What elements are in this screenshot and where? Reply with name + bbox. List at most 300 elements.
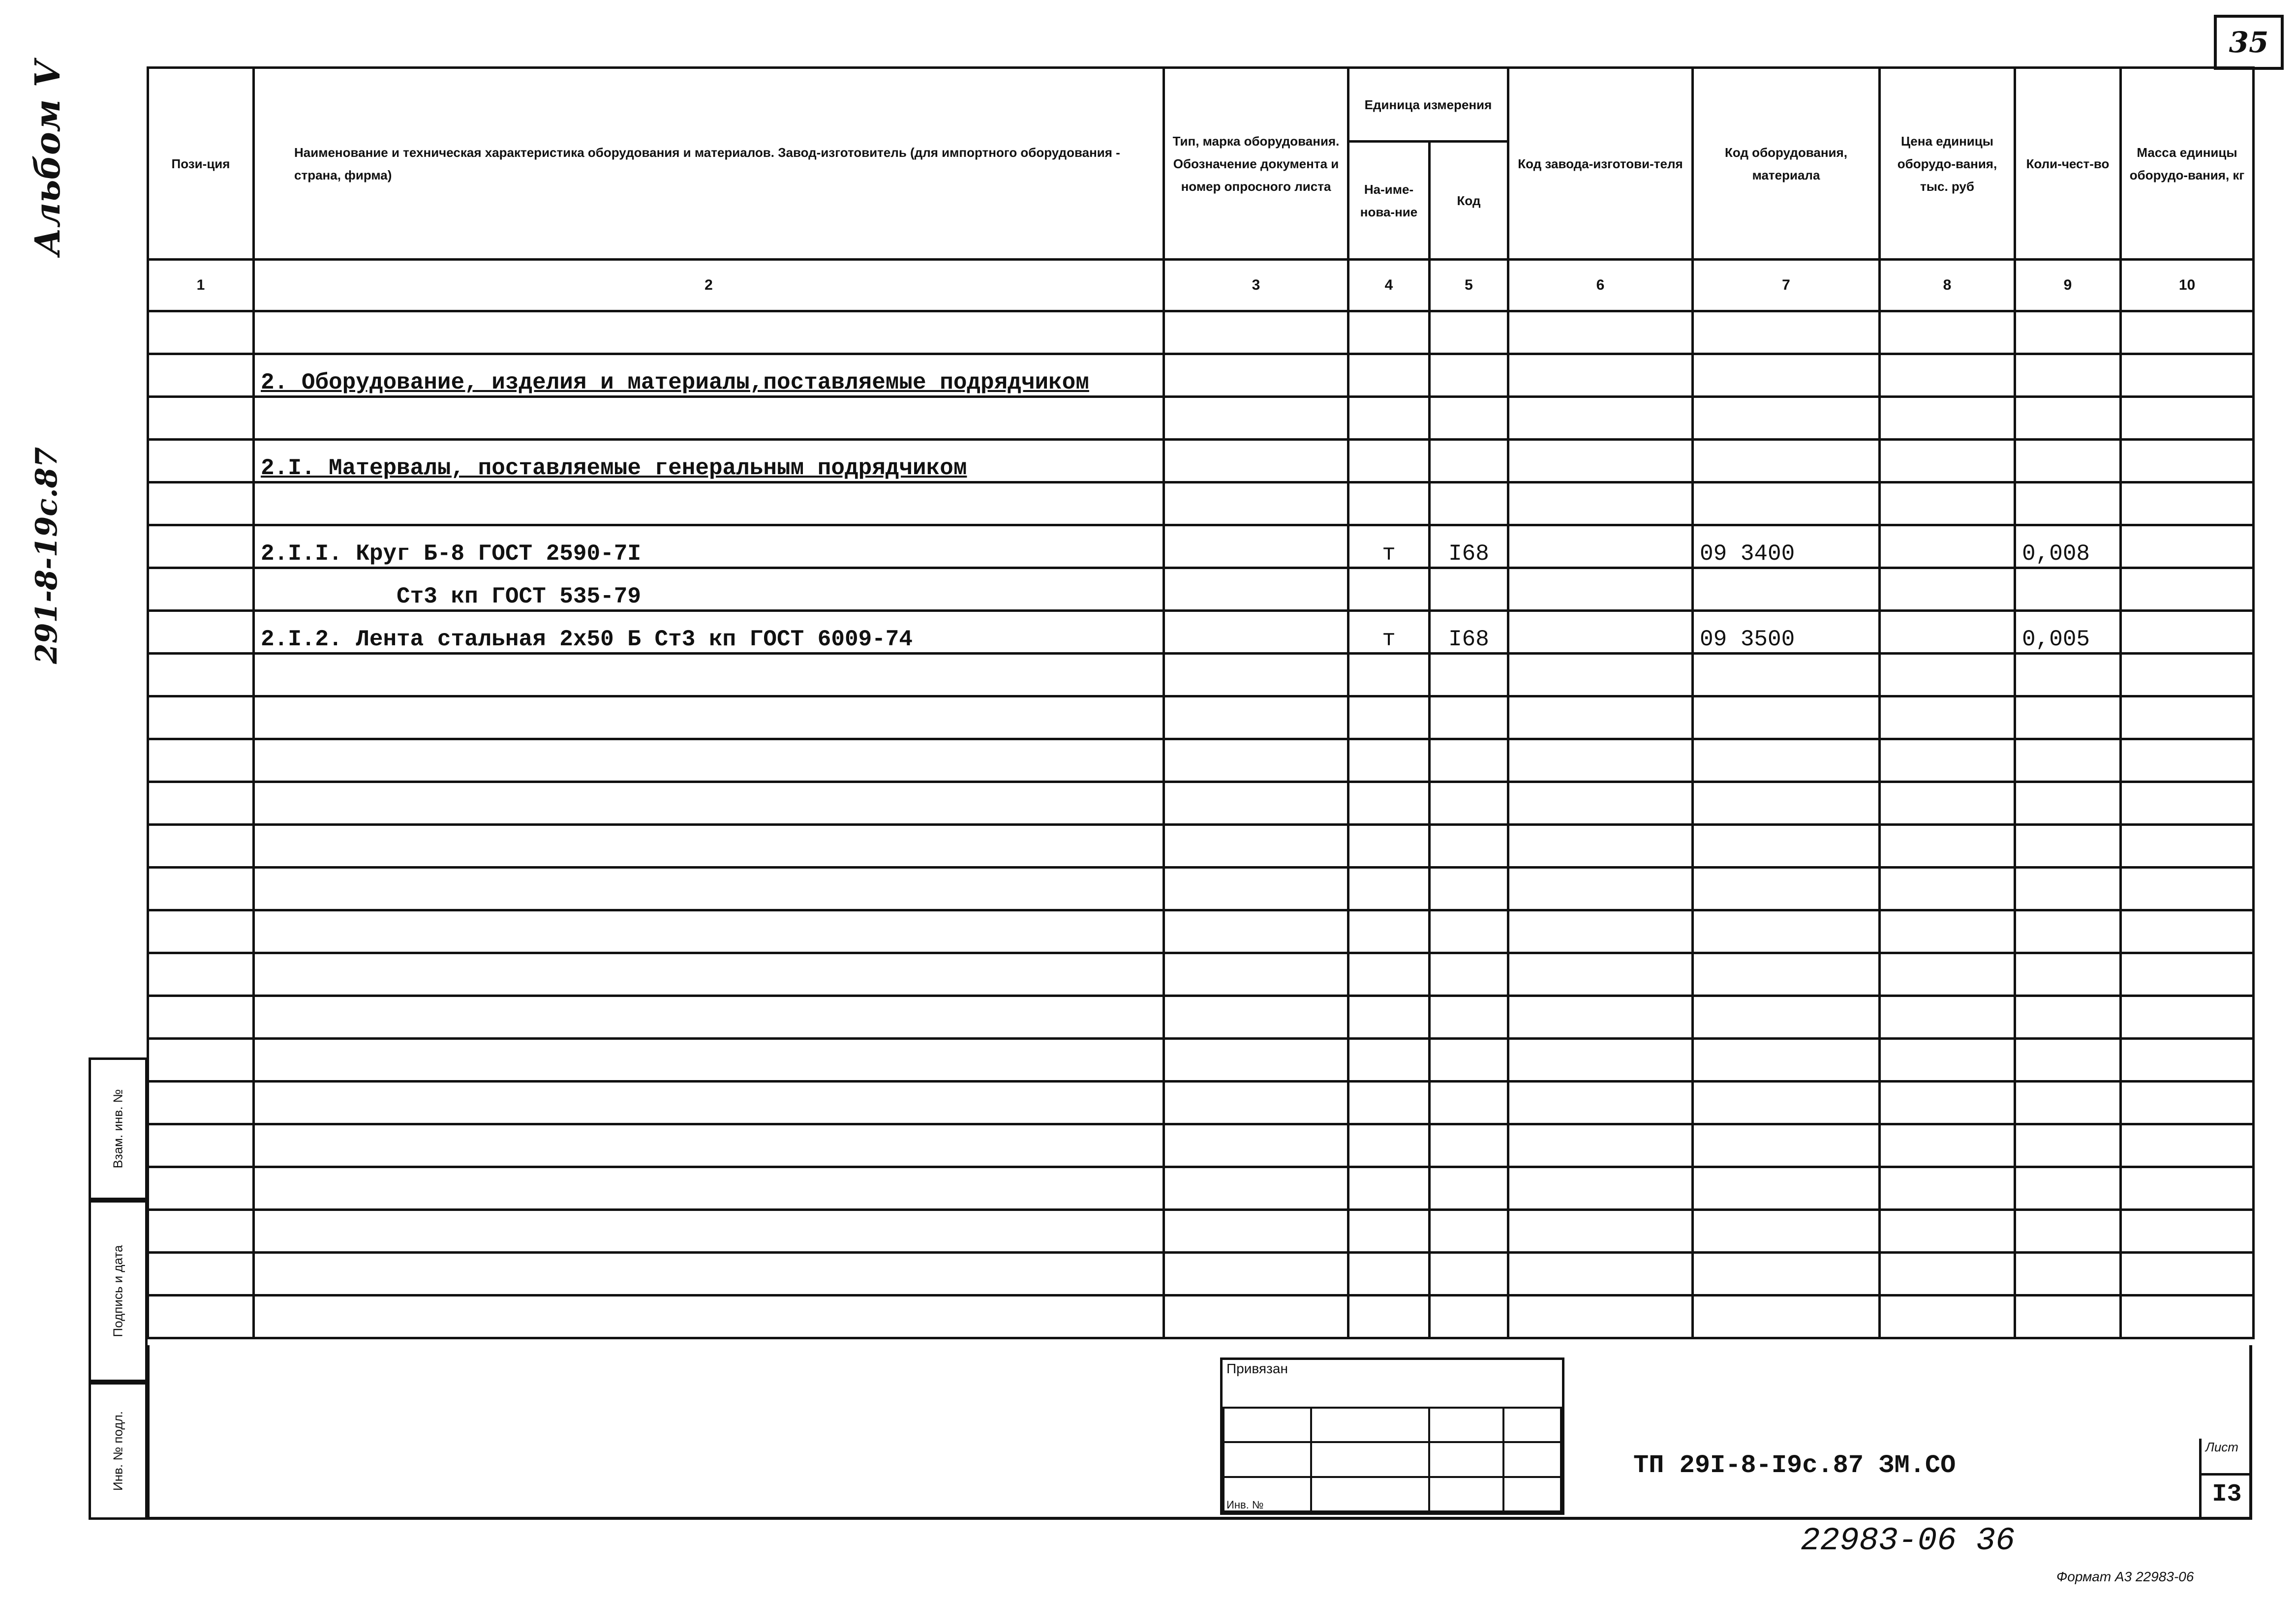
cell-type — [1164, 953, 1348, 996]
cell-qty — [2015, 996, 2121, 1039]
cell-equip-code — [1693, 1167, 1880, 1210]
cell-maker-code — [1508, 739, 1693, 782]
cell-mass — [2121, 654, 2254, 696]
cell-unit — [1348, 354, 1430, 397]
cell-qty — [2015, 825, 2121, 868]
cell-maker-code — [1508, 696, 1693, 739]
cell-maker-code — [1508, 1253, 1693, 1296]
cell-mass — [2121, 953, 2254, 996]
cell-unit-code — [1430, 696, 1508, 739]
cell-maker-code — [1508, 1039, 1693, 1082]
cell-type — [1164, 696, 1348, 739]
stamp-label: Взам. инв. № — [110, 1089, 125, 1169]
format-note: Формат А3 22983-06 — [2056, 1569, 2194, 1584]
cell-name — [254, 1082, 1164, 1124]
cell-unit: т — [1348, 525, 1430, 568]
column-number: 10 — [2121, 260, 2254, 311]
cell-price — [1880, 953, 2015, 996]
cell-mass — [2121, 311, 2254, 354]
cell-unit-code — [1430, 953, 1508, 996]
cell-mass — [2121, 1082, 2254, 1124]
cell-unit-code — [1430, 1296, 1508, 1338]
album-label: Альбом V — [27, 60, 68, 256]
cell-price — [1880, 1039, 2015, 1082]
cell-qty — [2015, 868, 2121, 910]
cell-mass — [2121, 1167, 2254, 1210]
table-row — [148, 525, 2254, 568]
header-unit-group: Единица измерения — [1348, 68, 1508, 142]
header-position: Пози-ция — [148, 68, 254, 260]
cell-type — [1164, 868, 1348, 910]
cell-maker-code — [1508, 440, 1693, 482]
cell-unit — [1348, 1124, 1430, 1167]
stamp-cell-replace-inv — [89, 1057, 148, 1200]
sheet-box — [2199, 1439, 2252, 1520]
cell-equip-code — [1693, 739, 1880, 782]
cell-qty — [2015, 1167, 2121, 1210]
cell-name — [254, 996, 1164, 1039]
cell-position — [148, 1296, 254, 1338]
cell-equip-code — [1693, 696, 1880, 739]
cell-price — [1880, 696, 2015, 739]
cell-type — [1164, 1253, 1348, 1296]
cell-mass — [2121, 1039, 2254, 1082]
cell-maker-code — [1508, 311, 1693, 354]
cell-name: 2.I.2. Лента стальная 2х50 Б Ст3 кп ГОСТ 6009-74 — [254, 611, 1164, 654]
stamp-cell-signature — [89, 1200, 148, 1382]
cell-qty: 0,005 — [2015, 611, 2121, 654]
cell-name — [254, 1253, 1164, 1296]
cell-qty — [2015, 440, 2121, 482]
cell-type — [1164, 611, 1348, 654]
cell-qty: 0,008 — [2015, 525, 2121, 568]
cell-equip-code — [1693, 1296, 1880, 1338]
cell-unit-code — [1430, 354, 1508, 397]
cell-unit-code — [1430, 1124, 1508, 1167]
cell-position — [148, 1253, 254, 1296]
binding-box — [1220, 1357, 1564, 1515]
cell-type — [1164, 482, 1348, 525]
cell-unit-code — [1430, 868, 1508, 910]
cell-unit — [1348, 568, 1430, 611]
cell-type — [1164, 782, 1348, 825]
cell-type — [1164, 910, 1348, 953]
cell-position — [148, 1082, 254, 1124]
stamp-strip — [89, 1057, 148, 1520]
table-row — [148, 1167, 2254, 1210]
specification-table — [147, 66, 2252, 1345]
cell-price — [1880, 354, 2015, 397]
cell-unit-code — [1430, 568, 1508, 611]
column-number: 4 — [1348, 260, 1430, 311]
cell-equip-code — [1693, 654, 1880, 696]
cell-mass — [2121, 568, 2254, 611]
table-row — [148, 1210, 2254, 1253]
cell-mass — [2121, 868, 2254, 910]
cell-unit-code — [1430, 1082, 1508, 1124]
cell-equip-code — [1693, 440, 1880, 482]
stamp-cell-orig-inv — [89, 1382, 148, 1520]
cell-maker-code — [1508, 568, 1693, 611]
cell-name — [254, 696, 1164, 739]
cell-unit-code — [1430, 782, 1508, 825]
cell-mass — [2121, 440, 2254, 482]
cell-equip-code: 09 3400 — [1693, 525, 1880, 568]
cell-maker-code — [1508, 910, 1693, 953]
table-row — [148, 1124, 2254, 1167]
cell-unit-code — [1430, 910, 1508, 953]
cell-unit — [1348, 825, 1430, 868]
table-row — [148, 696, 2254, 739]
cell-name: 2. Оборудование, изделия и материалы,поставляемые подрядчиком — [254, 354, 1164, 397]
cell-name — [254, 1296, 1164, 1338]
cell-type — [1164, 1296, 1348, 1338]
cell-unit: т — [1348, 611, 1430, 654]
cell-maker-code — [1508, 953, 1693, 996]
cell-unit-code — [1430, 1253, 1508, 1296]
stamp-label: Подпись и дата — [110, 1245, 125, 1337]
cell-equip-code — [1693, 953, 1880, 996]
cell-equip-code — [1693, 1210, 1880, 1253]
sheet-number: I3 — [2202, 1473, 2252, 1508]
cell-maker-code — [1508, 1124, 1693, 1167]
cell-mass — [2121, 525, 2254, 568]
cell-unit — [1348, 1210, 1430, 1253]
cell-type — [1164, 1124, 1348, 1167]
cell-name — [254, 397, 1164, 440]
cell-unit — [1348, 996, 1430, 1039]
cell-maker-code — [1508, 1210, 1693, 1253]
table-row — [148, 910, 2254, 953]
cell-unit-code — [1430, 482, 1508, 525]
cell-mass — [2121, 1296, 2254, 1338]
table-row — [148, 1082, 2254, 1124]
cell-qty — [2015, 482, 2121, 525]
table-row — [148, 611, 2254, 654]
cell-type — [1164, 1039, 1348, 1082]
cell-price — [1880, 311, 2015, 354]
cell-type — [1164, 354, 1348, 397]
cell-price — [1880, 525, 2015, 568]
cell-type — [1164, 825, 1348, 868]
cell-maker-code — [1508, 354, 1693, 397]
cell-position — [148, 568, 254, 611]
cell-equip-code — [1693, 568, 1880, 611]
header-name: Наименование и техническая характеристика оборудования и материалов. Завод-изготовитель (для импортного оборудования - страна, фирма) — [254, 68, 1164, 260]
cell-name — [254, 311, 1164, 354]
cell-unit-code — [1430, 1210, 1508, 1253]
cell-position — [148, 739, 254, 782]
cell-position — [148, 868, 254, 910]
cell-equip-code — [1693, 1082, 1880, 1124]
cell-unit-code: I68 — [1430, 611, 1508, 654]
cell-name — [254, 1167, 1164, 1210]
cell-name — [254, 953, 1164, 996]
cell-unit-code — [1430, 440, 1508, 482]
cell-unit — [1348, 910, 1430, 953]
cell-price — [1880, 910, 2015, 953]
cell-price — [1880, 739, 2015, 782]
cell-equip-code — [1693, 782, 1880, 825]
table-row — [148, 311, 2254, 354]
cell-position — [148, 525, 254, 568]
cell-unit — [1348, 1082, 1430, 1124]
cell-maker-code — [1508, 654, 1693, 696]
table-body — [148, 311, 2254, 1338]
cell-maker-code — [1508, 611, 1693, 654]
cell-unit — [1348, 1167, 1430, 1210]
cell-qty — [2015, 654, 2121, 696]
cell-maker-code — [1508, 397, 1693, 440]
binding-label: Привязан — [1226, 1361, 1288, 1376]
column-number: 6 — [1508, 260, 1693, 311]
cell-unit-code — [1430, 311, 1508, 354]
cell-maker-code — [1508, 482, 1693, 525]
cell-mass — [2121, 996, 2254, 1039]
cell-maker-code — [1508, 868, 1693, 910]
cell-unit-code — [1430, 996, 1508, 1039]
cell-price — [1880, 482, 2015, 525]
cell-name — [254, 739, 1164, 782]
cell-price — [1880, 1167, 2015, 1210]
table-row — [148, 782, 2254, 825]
cell-qty — [2015, 910, 2121, 953]
column-number: 2 — [254, 260, 1164, 311]
cell-price — [1880, 1124, 2015, 1167]
table-row — [148, 482, 2254, 525]
cell-price — [1880, 568, 2015, 611]
cell-name — [254, 1210, 1164, 1253]
cell-name: 2.I. Матервалы, поставляемые генеральным подрядчиком — [254, 440, 1164, 482]
cell-type — [1164, 739, 1348, 782]
table-row — [148, 1296, 2254, 1338]
cell-maker-code — [1508, 996, 1693, 1039]
cell-unit-code — [1430, 654, 1508, 696]
cell-price — [1880, 868, 2015, 910]
cell-unit-code: I68 — [1430, 525, 1508, 568]
header-equip-code: Код оборудования, материала — [1693, 68, 1880, 260]
table-row — [148, 953, 2254, 996]
cell-position — [148, 1039, 254, 1082]
cell-position — [148, 311, 254, 354]
cell-equip-code — [1693, 482, 1880, 525]
cell-mass — [2121, 611, 2254, 654]
cell-name — [254, 1039, 1164, 1082]
cell-type — [1164, 654, 1348, 696]
cell-equip-code — [1693, 1039, 1880, 1082]
document-code: ТП 29I-8-I9с.87 ЗМ.СО — [1633, 1451, 1956, 1480]
table-row — [148, 654, 2254, 696]
cell-unit-code — [1430, 825, 1508, 868]
cell-mass — [2121, 482, 2254, 525]
cell-type — [1164, 311, 1348, 354]
cell-position — [148, 953, 254, 996]
cell-qty — [2015, 1253, 2121, 1296]
cell-unit-code — [1430, 1039, 1508, 1082]
title-block-frame — [147, 1345, 2252, 1520]
cell-name: Ст3 кп ГОСТ 535-79 — [254, 568, 1164, 611]
cell-qty — [2015, 1039, 2121, 1082]
cell-name — [254, 825, 1164, 868]
cell-qty — [2015, 311, 2121, 354]
cell-name — [254, 482, 1164, 525]
cell-unit — [1348, 1253, 1430, 1296]
cell-price — [1880, 782, 2015, 825]
cell-maker-code — [1508, 525, 1693, 568]
header-unit-name: На-име-нова-ние — [1348, 142, 1430, 260]
cell-qty — [2015, 1124, 2121, 1167]
header-price: Цена единицы оборудо-вания, тыс. руб — [1880, 68, 2015, 260]
table-row — [148, 568, 2254, 611]
cell-price — [1880, 825, 2015, 868]
table-row — [148, 1253, 2254, 1296]
cell-maker-code — [1508, 825, 1693, 868]
header-mass: Масса единицы оборудо-вания, кг — [2121, 68, 2254, 260]
cell-position — [148, 354, 254, 397]
cell-equip-code — [1693, 996, 1880, 1039]
cell-position — [148, 825, 254, 868]
cell-maker-code — [1508, 782, 1693, 825]
cell-position — [148, 1167, 254, 1210]
cell-maker-code — [1508, 1296, 1693, 1338]
cell-equip-code — [1693, 354, 1880, 397]
column-number: 1 — [148, 260, 254, 311]
cell-mass — [2121, 1124, 2254, 1167]
header-qty: Коли-чест-во — [2015, 68, 2121, 260]
cell-price — [1880, 1296, 2015, 1338]
cell-unit — [1348, 696, 1430, 739]
cell-type — [1164, 568, 1348, 611]
column-number: 9 — [2015, 260, 2121, 311]
cell-equip-code: 09 3500 — [1693, 611, 1880, 654]
cell-price — [1880, 397, 2015, 440]
cell-qty — [2015, 696, 2121, 739]
table-row — [148, 739, 2254, 782]
cell-mass — [2121, 1210, 2254, 1253]
cell-unit — [1348, 311, 1430, 354]
cell-equip-code — [1693, 910, 1880, 953]
cell-mass — [2121, 696, 2254, 739]
cell-mass — [2121, 739, 2254, 782]
cell-position — [148, 1124, 254, 1167]
header-type: Тип, марка оборудования. Обозначение документа и номер опросного листа — [1164, 68, 1348, 260]
cell-unit-code — [1430, 1167, 1508, 1210]
cell-name: 2.I.I. Круг Б-8 ГОСТ 2590-7I — [254, 525, 1164, 568]
table-row — [148, 440, 2254, 482]
table-row — [148, 868, 2254, 910]
cell-qty — [2015, 1210, 2121, 1253]
inv-label: Инв. № — [1226, 1499, 1264, 1511]
cell-unit — [1348, 868, 1430, 910]
cell-qty — [2015, 782, 2121, 825]
cell-unit-code — [1430, 397, 1508, 440]
cell-equip-code — [1693, 868, 1880, 910]
cell-qty — [2015, 568, 2121, 611]
table-row — [148, 996, 2254, 1039]
cell-unit — [1348, 1296, 1430, 1338]
cell-name — [254, 782, 1164, 825]
header-maker-code: Код завода-изготови-теля — [1508, 68, 1693, 260]
cell-price — [1880, 440, 2015, 482]
column-number-row — [148, 260, 2254, 311]
cell-position — [148, 1210, 254, 1253]
cell-unit — [1348, 440, 1430, 482]
cell-unit — [1348, 654, 1430, 696]
header-unit-code: Код — [1430, 142, 1508, 260]
cell-type — [1164, 1167, 1348, 1210]
cell-unit-code — [1430, 739, 1508, 782]
cell-equip-code — [1693, 311, 1880, 354]
cell-price — [1880, 1253, 2015, 1296]
cell-position — [148, 696, 254, 739]
cell-unit — [1348, 482, 1430, 525]
cell-position — [148, 782, 254, 825]
cell-qty — [2015, 953, 2121, 996]
cell-equip-code — [1693, 397, 1880, 440]
cell-type — [1164, 1082, 1348, 1124]
cell-mass — [2121, 825, 2254, 868]
cell-position — [148, 482, 254, 525]
cell-name — [254, 868, 1164, 910]
cell-price — [1880, 1210, 2015, 1253]
cell-type — [1164, 996, 1348, 1039]
cell-position — [148, 910, 254, 953]
cell-position — [148, 654, 254, 696]
table-row — [148, 825, 2254, 868]
column-number: 5 — [1430, 260, 1508, 311]
cell-qty — [2015, 739, 2121, 782]
cell-mass — [2121, 782, 2254, 825]
cell-qty — [2015, 397, 2121, 440]
cell-equip-code — [1693, 1253, 1880, 1296]
cell-price — [1880, 654, 2015, 696]
page-number: 35 — [2214, 15, 2284, 70]
cell-mass — [2121, 1253, 2254, 1296]
cell-type — [1164, 1210, 1348, 1253]
archive-number: 22983-06 36 — [1801, 1522, 2015, 1559]
project-code-label: 291-8-19с.87 — [30, 447, 64, 664]
cell-name — [254, 910, 1164, 953]
cell-type — [1164, 525, 1348, 568]
cell-unit — [1348, 1039, 1430, 1082]
cell-name — [254, 1124, 1164, 1167]
cell-price — [1880, 996, 2015, 1039]
cell-mass — [2121, 910, 2254, 953]
cell-position — [148, 611, 254, 654]
column-number: 7 — [1693, 260, 1880, 311]
cell-equip-code — [1693, 1124, 1880, 1167]
cell-qty — [2015, 354, 2121, 397]
cell-maker-code — [1508, 1082, 1693, 1124]
cell-unit — [1348, 782, 1430, 825]
cell-qty — [2015, 1296, 2121, 1338]
cell-price — [1880, 1082, 2015, 1124]
table-row — [148, 354, 2254, 397]
column-number: 3 — [1164, 260, 1348, 311]
cell-equip-code — [1693, 825, 1880, 868]
cell-position — [148, 440, 254, 482]
cell-qty — [2015, 1082, 2121, 1124]
cell-unit — [1348, 397, 1430, 440]
cell-type — [1164, 440, 1348, 482]
cell-price — [1880, 611, 2015, 654]
cell-name — [254, 654, 1164, 696]
cell-unit — [1348, 953, 1430, 996]
cell-mass — [2121, 397, 2254, 440]
table-row — [148, 397, 2254, 440]
table-row — [148, 1039, 2254, 1082]
stamp-label: Инв. № подл. — [110, 1411, 125, 1491]
